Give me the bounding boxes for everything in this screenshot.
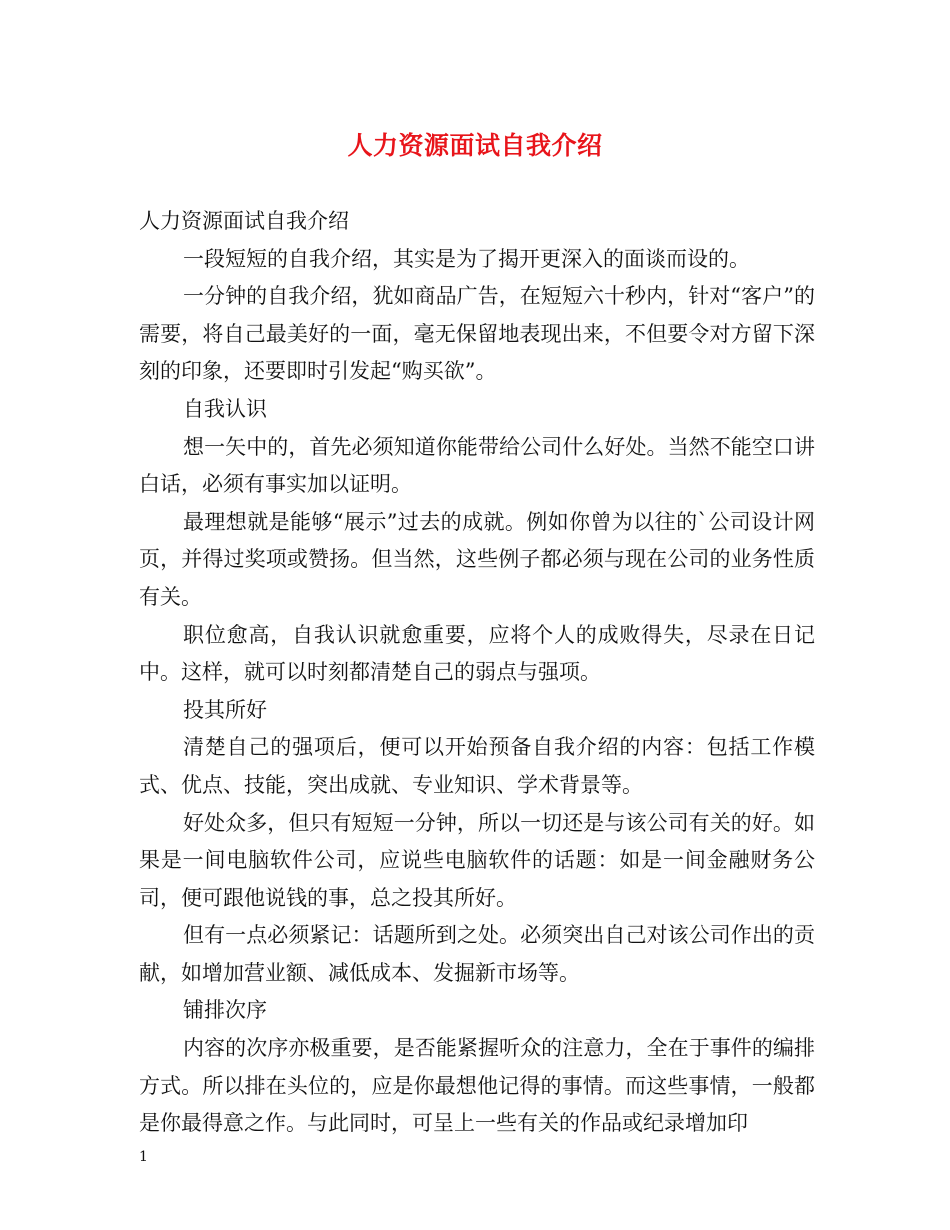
paragraph: 一段短短的自我介绍，其实是为了揭开更深入的面谈而设的。 [183,246,750,271]
paragraph: 好处众多，但只有短短一分钟，所以一切还是与该公司有关的好。如果是一间电脑软件公司，应说些电脑软件的话题：如是一间金融财务公司，便可跟他说钱的事，总之投其所好。 [139,810,815,910]
document-title: 人力资源面试自我介绍 [347,131,603,160]
paragraph: 一分钟的自我介绍，犹如商品广告，在短短六十秒内，针对“客户”的需要，将自己最美好的一面，毫无保留地表现出来，不但要令对方留下深刻的印象，还要即时引发起“购买欲”。 [139,284,815,384]
paragraph: 最理想就是能够“展示”过去的成就。例如你曾为以往的`公司设计网页，并得过奖项或赞扬。但当然，这些例子都必须与现在公司的业务性质有关。 [139,509,815,609]
paragraph: 内容的次序亦极重要，是否能紧握听众的注意力，全在于事件的编排方式。所以排在头位的，应是你最想他记得的事情。而这些事情，一般都是你最得意之作。与此同时，可呈上一些有关的作品或纪录增加印 [139,1036,815,1136]
page-number: 1 [139,1149,148,1165]
paragraph: 人力资源面试自我介绍 [139,209,349,233]
paragraph: 但有一点必须紧记：话题所到之处。必须突出自己对该公司作出的贡献，如增加营业额、减低成本、发掘新市场等。 [139,923,815,985]
paragraph: 清楚自己的强项后，便可以开始预备自我介绍的内容：包括工作模式、优点、技能，突出成就、专业知识、学术背景等。 [139,735,815,797]
section-heading: 铺排次序 [183,998,267,1023]
section-heading: 自我认识 [183,396,267,421]
paragraph: 想一矢中的，首先必须知道你能带给公司什么好处。当然不能空口讲白话，必须有事实加以证明。 [139,434,815,497]
document-body [139,203,815,1143]
paragraph: 职位愈高，自我认识就愈重要，应将个人的成败得失，尽录在日记中。这样，就可以时刻都清楚自己的弱点与强项。 [139,622,815,685]
section-heading: 投其所好 [183,697,267,722]
